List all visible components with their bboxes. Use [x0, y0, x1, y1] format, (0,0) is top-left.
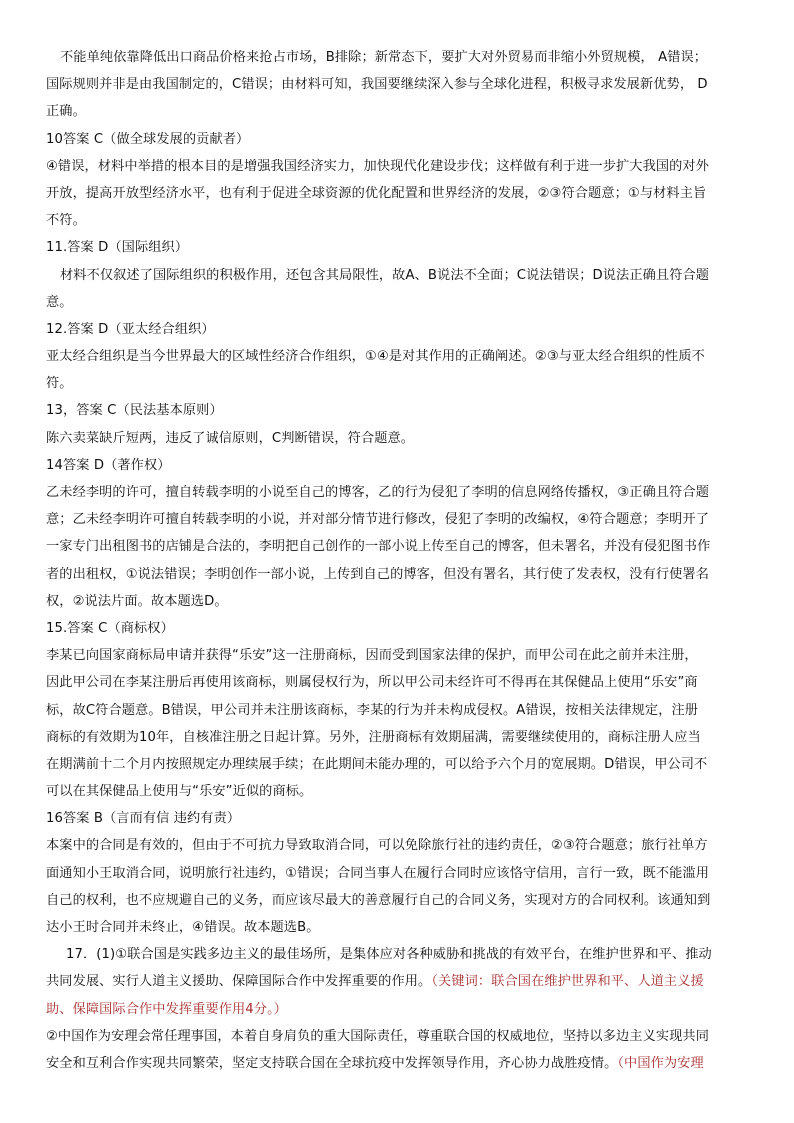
- text-line: 自己的权利，也不应规避自己的义务，而应该尽最大的善意履行自己的合同义务，实现对方的合同权利。该通知到: [46, 892, 711, 908]
- text-line: 开放，提高开放型经济水平，也有利于促进全球资源的优化配置和世界经济的发展，②③符合题意；①与材料主旨: [46, 185, 707, 201]
- keyword-note: （中国作为安理: [617, 1055, 704, 1071]
- keyword-note: 助、保障国际合作中发挥重要作用4分。）: [46, 1001, 288, 1017]
- answer-heading: 13，答案 C（民法基本原则）: [46, 403, 223, 419]
- text-line: 17．(1)①联合国是实践多边主义的最佳场所，是集体应对各种威胁和挑战的有效平台，在维护世界和平、推动: [66, 947, 712, 963]
- answer-heading: 14答案 D（著作权）: [46, 457, 171, 473]
- text-line: 陈六卖菜缺斤短两，违反了诚信原则，C判断错误，符合题意。: [46, 430, 415, 446]
- text-line: 正确。: [46, 104, 86, 120]
- text-line: 不能单纯依靠降低出口商品价格来抢占市场，B排除；新常态下，要扩大对外贸易而非缩小外贸规模， A错误；: [60, 50, 708, 65]
- text-line: 乙未经李明的许可，擅自转载李明的小说至自己的博客，乙的行为侵犯了李明的信息网络传播权，③正确且符合题: [46, 485, 710, 500]
- text-line: [46, 1050, 750, 1077]
- answer-heading: 16答案 B（言而有信 违约有责）: [46, 811, 241, 827]
- text-segment: 安全和互利合作实现共同繁荣，坚定支持联合国在全球抗疫中发挥领导作用，齐心协力战胜疫情。: [46, 1055, 618, 1071]
- answer-heading: 11.答案 D（国际组织）: [46, 240, 189, 256]
- text-line: 意；乙未经李明许可擅自转载李明的小说，并对部分情节进行修改，侵犯了李明的改编权，④符合题意；李明开了: [46, 512, 710, 528]
- text-line: 本案中的合同是有效的，但由于不可抗力导致取消合同，可以免除旅行社的违约责任，②③符合题意；旅行社单方: [46, 838, 708, 854]
- answer-heading: 15.答案 C（商标权）: [46, 620, 174, 636]
- text-segment: 共同发展、实行人道主义援助、保障国际合作中发挥重要的作用。: [46, 974, 432, 990]
- text-line: 一家专门出租图书的店铺是合法的，李明把自己创作的一部小说上传至自己的博客，但未署名，并没有侵犯图书作: [46, 539, 711, 555]
- text-line: 达小王时合同并未终止，④错误。故本题选B。: [46, 920, 320, 935]
- text-line: 标，故C符合题意。B错误，甲公司并未注册该商标，李某的行为并未构成侵权。A错误，按相关法律规定，注册: [46, 702, 699, 718]
- text-line: 权，②说法片面。故本题选D。: [46, 593, 228, 609]
- text-line: 面通知小王取消合同，说明旅行社违约，①错误；合同当事人在履行合同时应该恪守信用，言行一致，既不能滥用: [46, 865, 710, 881]
- text-line: 亚太经合组织是当今世界最大的区域性经济合作组织，①④是对其作用的正确阐述。②③与亚太经合组织的性质不: [46, 349, 705, 365]
- text-line: 符。: [46, 376, 73, 392]
- text-line: ④错误，材料中举措的根本目的是增强我国经济实力，加快现代化建设步伐；这样做有利于进一步扩大我国的对外: [46, 158, 710, 174]
- text-line: 不符。: [46, 213, 86, 229]
- text-line: 国际规则并非是由我国制定的，C错误；由材料可知，我国要继续深入参与全球化进程，积极寻求发展新优势， D: [46, 77, 708, 93]
- text-line: 可以在其保健品上使用与“乐安”近似的商标。: [46, 784, 313, 800]
- text-line: 因此甲公司在李某注册后再使用该商标，则属侵权行为，所以甲公司未经许可不得再在其保健品上使用“乐安”商: [46, 675, 698, 691]
- text-line: 在期满前十二个月内按照规定办理续展手续；在此期间未能办理的，可以给予六个月的宽展期。D错误，甲公司不: [46, 756, 708, 772]
- text-line: 材料不仅叙述了国际组织的积极作用，还包含其局限性，故A、B说法不全面；C说法错误；D说法正确且符合题: [60, 267, 710, 283]
- text-line: 商标的有效期为10年，自核准注册之日起计算。另外，注册商标有效期届满，需要继续使用的，商标注册人应当: [46, 729, 701, 745]
- text-line: 者的出租权，①说法错误；李明创作一部小说，上传到自己的博客，但没有署名，其行使了发表权，没有行使署名: [46, 566, 710, 582]
- text-line: 李某已向国家商标局申请并获得“乐安”这一注册商标，因而受到国家法律的保护，而甲公司在此之前并未注册，: [46, 648, 698, 664]
- text-line: ②中国作为安理会常任理事国，本着自身肩负的重大国际责任，尊重联合国的权威地位，坚持以多边主义实现共同: [46, 1028, 710, 1044]
- answer-heading: 12.答案 D（亚太经合组织）: [46, 321, 215, 337]
- answer-heading: 10答案 C（做全球发展的贡献者）: [46, 131, 250, 147]
- text-line: 意。: [46, 294, 73, 310]
- keyword-note: （关键词：联合国在维护世界和平、人道主义援: [431, 974, 704, 990]
- text-line: [46, 968, 750, 995]
